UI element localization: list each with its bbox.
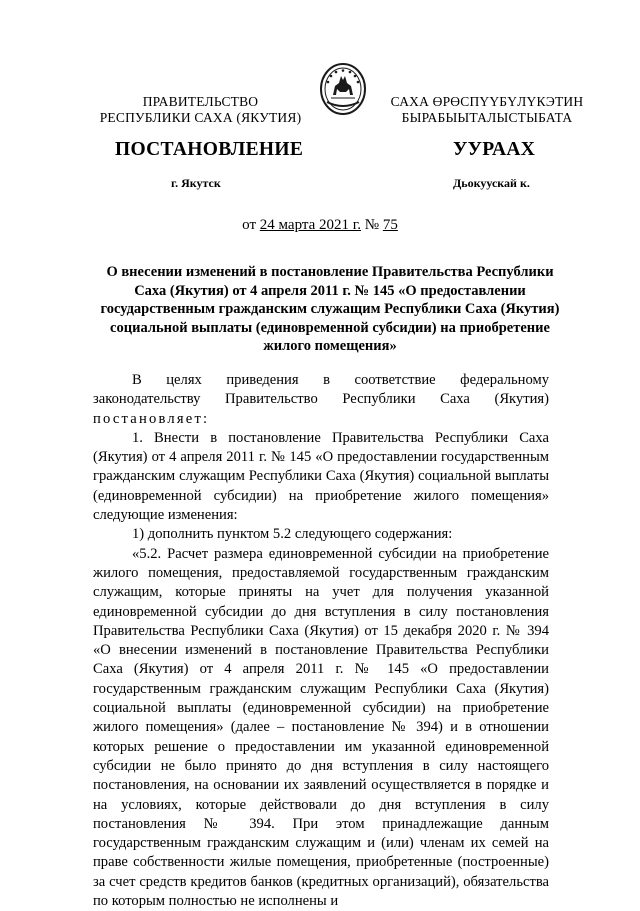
document-number: 75 (382, 217, 398, 233)
paragraph-1: 1. Внести в постановление Правительства Республики Саха (Якутия) от 4 апреля 2011 г. № 145 «О предоставлении государственным гражданским служащим Республики Саха (Якутия) социальной выплаты (единовременной субсидии) на приобретение жилого помещения» следующие изменения: (93, 429, 549, 524)
paragraph-3: «5.2. Расчет размера единовременной субсидии на приобретение жилого помещения, предоставляемой государственным гражданским служащим, которые приняты на учет для получения указанной единовременной субсидии до дня вступления в силу постановления Правительства Республики Саха (Якутия) от 15 декабря 2020 г. № 394 «О внесении изменений в постановление Правительства Республики Саха (Якутия) от 4 апреля 2011 г. № 145 «О предоставлении государственным гражданским служащим Республики Саха (Якутия) социальной выплаты (единовременной субсидии) на приобретение жилого помещения» (далее – постановление № 394) и в отношении которых решение о предоставлении им указанной единовременной субсидии не было принято до дня вступления в силу настоящего постановления, на основании их заявлений осуществляется в порядке и на условиях, которые действовали до дня вступления в силу постановления № 394. При этом принадлежащие данным государственным гражданским служащим и (или) членам их семей на праве собственности жилые помещения, приобретенные (построенные) за счет средств кредитов банков (кредитных организаций), обязательства по которым полностью не исполнены и (93, 545, 549, 910)
date-prefix: от (242, 217, 260, 233)
paragraph-2: 1) дополнить пунктом 5.2 следующего содержания: (132, 526, 453, 543)
number-sign: № (361, 217, 383, 233)
coat-of-arms-icon (319, 62, 367, 116)
resolves-word: постановляет: (93, 410, 210, 427)
date-line (0, 217, 640, 234)
header-left-line2: РЕСПУБЛИКИ САХА (ЯКУТИЯ) (99, 110, 302, 125)
doc-type-ru: ПОСТАНОВЛЕНИЕ (115, 139, 304, 160)
preamble-text: В целях приведения в соответствие федеральному законодательству Правительство Республики Саха (Якутия) (93, 372, 549, 408)
header-right-line1: САХА ӨРӨСПҮҮБҮЛҮКЭТИН (390, 94, 584, 109)
header-right (372, 94, 602, 126)
document-body (93, 371, 549, 911)
header-left (98, 94, 303, 126)
paragraph-preamble (93, 371, 549, 429)
header-right-line2: БЫРАБЫЫТАЛЫСТЫБАТА (401, 110, 573, 125)
header-left-line1: ПРАВИТЕЛЬСТВО (142, 94, 259, 109)
city-ru: г. Якутск (171, 176, 221, 190)
doc-type-sakha: УУРААХ (453, 139, 536, 160)
document-date: 24 марта 2021 г. (259, 217, 361, 233)
document-title: О внесении изменений в постановление Правительства Республики Саха (Якутия) от 4 апреля 2011 г. № 145 «О предоставлении государственным гражданским служащим Республики Саха (Якутия) социальной выплаты (единовременной субсидии) на приобретение жилого помещения» (100, 264, 560, 354)
city-sakha: Дьокуускай к. (453, 176, 530, 190)
